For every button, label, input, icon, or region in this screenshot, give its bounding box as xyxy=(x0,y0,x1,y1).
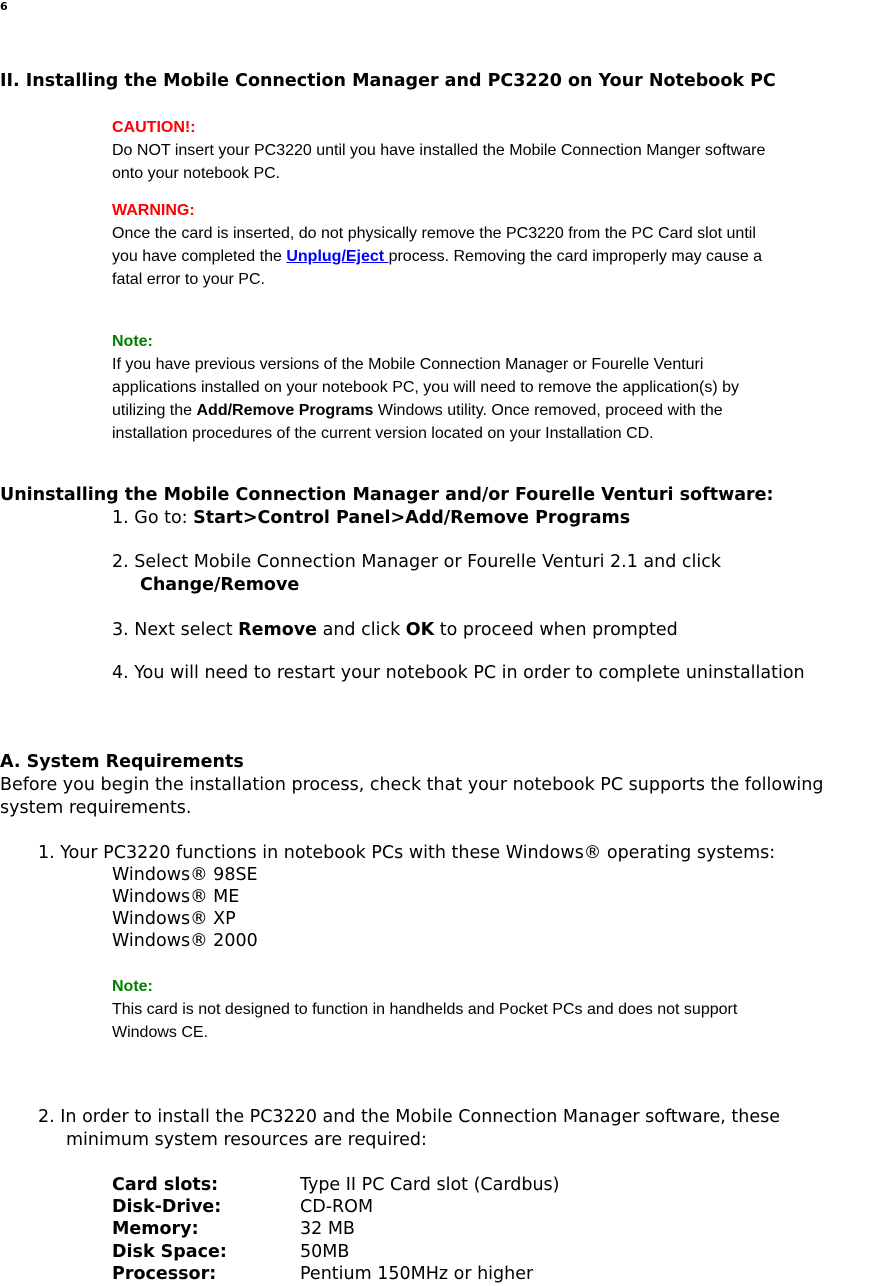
uninstall-step-2-action: Change/Remove xyxy=(140,575,300,595)
note-text-line2: applications installed on your notebook PC, you will need to remove the application(s) by xyxy=(112,379,740,396)
step-3-ok: OK xyxy=(405,620,435,640)
requirement-item-2-line2: minimum system resources are required: xyxy=(66,1130,427,1150)
requirement-item-1: 1. Your PC3220 functions in notebook PCs with these Windows® operating systems: xyxy=(38,843,776,863)
warning-block xyxy=(112,199,762,291)
warning-text-post: process. Removing the card improperly may cause a xyxy=(388,248,763,265)
spec-value: 50MB xyxy=(300,1242,350,1262)
caution-text-line1: Do NOT insert your PC3220 until you have installed the Mobile Connection Manger software xyxy=(112,142,766,159)
step-1-path: Start>Control Panel>Add/Remove Programs xyxy=(193,508,631,528)
handheld-note-block xyxy=(112,975,737,1044)
step-3-text-pre: 3. Next select xyxy=(112,620,239,640)
requirements-intro-line1: Before you begin the installation process, check that your notebook PC supports the following xyxy=(0,775,824,795)
uninstall-heading: Uninstalling the Mobile Connection Manager and/or Fourelle Venturi software: xyxy=(0,485,774,505)
step-3-text-post: to proceed when prompted xyxy=(434,620,678,640)
warning-text-pre: you have completed the xyxy=(112,248,287,265)
uninstall-step-2-line1: 2. Select Mobile Connection Manager or Fourelle Venturi 2.1 and click xyxy=(112,552,721,572)
os-list-item: Windows® 98SE xyxy=(112,865,258,885)
note-text-line4: installation procedures of the current version located on your Installation CD. xyxy=(112,425,654,442)
handheld-note-label: Note: xyxy=(112,978,153,995)
warning-label: WARNING: xyxy=(112,202,195,219)
note-text-post: Windows utility. Once removed, proceed with the xyxy=(373,402,723,419)
spec-value: Pentium 150MHz or higher xyxy=(300,1264,534,1284)
note-label: Note: xyxy=(112,333,153,350)
requirement-item-2-line1: 2. In order to install the PC3220 and the Mobile Connection Manager software, these xyxy=(38,1107,780,1127)
spec-label: Processor: xyxy=(112,1264,217,1284)
spec-label: Disk Space: xyxy=(112,1242,227,1262)
uninstall-step-4: 4. You will need to restart your notebook PC in order to complete uninstallation xyxy=(112,663,805,683)
unplug-eject-link[interactable]: Unplug/Eject xyxy=(286,248,389,265)
caution-label: CAUTION!: xyxy=(112,119,196,136)
uninstall-step-1 xyxy=(112,507,630,529)
spec-row-disk-drive xyxy=(112,1196,373,1218)
uninstall-step-3 xyxy=(112,619,678,641)
page-number: 6 xyxy=(0,0,8,13)
note-text-pre: utilizing the xyxy=(112,402,197,419)
os-list xyxy=(112,864,258,952)
spec-label: Memory: xyxy=(112,1219,199,1239)
add-remove-programs-label: Add/Remove Programs xyxy=(196,402,374,419)
step-3-text-mid: and click xyxy=(317,620,406,640)
step-3-remove: Remove xyxy=(238,620,318,640)
spec-value: 32 MB xyxy=(300,1219,355,1239)
warning-text-line1: Once the card is inserted, do not physically remove the PC3220 from the PC Card slot until xyxy=(112,225,756,242)
caution-block xyxy=(112,116,765,185)
caution-text-line2: onto your notebook PC. xyxy=(112,165,281,182)
os-list-item: Windows® 2000 xyxy=(112,931,258,951)
section-title: II. Installing the Mobile Connection Manager and PC3220 on Your Notebook PC xyxy=(0,71,776,91)
note-text-line3 xyxy=(112,399,739,422)
note-text-line1: If you have previous versions of the Mobile Connection Manager or Fourelle Venturi xyxy=(112,356,704,373)
requirements-heading: A. System Requirements xyxy=(0,752,244,772)
os-list-item: Windows® ME xyxy=(112,887,240,907)
spec-label: Card slots: xyxy=(112,1175,219,1195)
requirements-intro-line2: system requirements. xyxy=(0,798,192,818)
step-1-text: 1. Go to: xyxy=(112,508,194,528)
warning-text-line2 xyxy=(112,245,762,268)
spec-value: Type II PC Card slot (Cardbus) xyxy=(300,1175,560,1195)
spec-row-disk-space xyxy=(112,1241,349,1263)
warning-text-line3: fatal error to your PC. xyxy=(112,271,265,288)
handheld-note-line1: This card is not designed to function in handhelds and Pocket PCs and does not support xyxy=(112,1001,738,1018)
note-block xyxy=(112,330,739,445)
spec-row-card-slots xyxy=(112,1174,560,1196)
handheld-note-line2: Windows CE. xyxy=(112,1024,209,1041)
os-list-item: Windows® XP xyxy=(112,909,236,929)
spec-row-processor xyxy=(112,1263,533,1285)
spec-row-memory xyxy=(112,1218,355,1240)
spec-value: CD-ROM xyxy=(300,1197,374,1217)
spec-label: Disk-Drive: xyxy=(112,1197,222,1217)
